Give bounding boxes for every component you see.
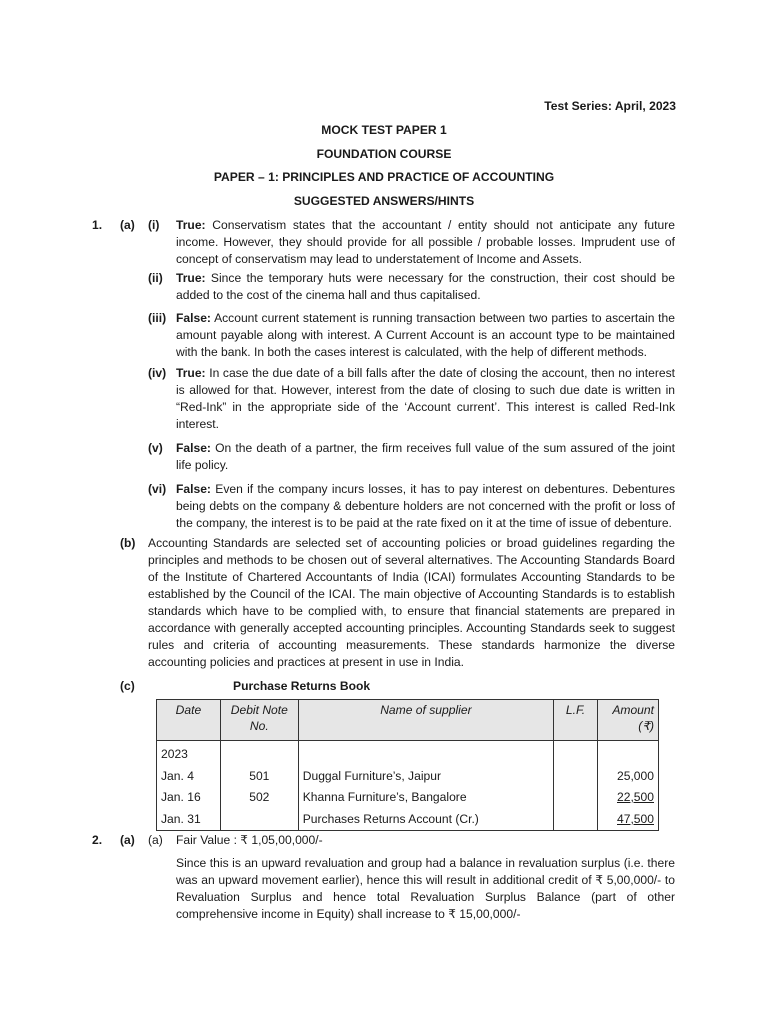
lf-cell: [554, 787, 598, 809]
column-header: Amount (₹): [598, 700, 659, 741]
answer-item: [176, 481, 675, 532]
table-header-row: [157, 700, 659, 741]
lf-cell: [554, 766, 598, 788]
amount-cell-wrap: [598, 809, 659, 831]
note-cell: 502: [220, 787, 298, 809]
column-header: Debit Note No.: [220, 700, 298, 741]
amount-cell: 25,000: [598, 766, 659, 788]
table-row: [157, 766, 659, 788]
item-roman: (ii): [148, 271, 163, 285]
lf-cell: [554, 741, 598, 766]
date-cell: Jan. 31: [157, 809, 221, 831]
item-roman: (vi): [148, 482, 167, 496]
lf-cell: [554, 809, 598, 831]
course-title: FOUNDATION COURSE: [316, 147, 452, 161]
purchase-returns-table: [156, 699, 659, 831]
subject-title: PAPER – 1: PRINCIPLES AND PRACTICE OF ACCOUNTING: [213, 170, 555, 184]
part-label: (b): [120, 536, 136, 550]
answer-text: Even if the company incurs losses, it has to pay interest on debentures. Debentures being debts on the company & debenture holders are not concerned with the profit or loss of the company, the interest is to be paid at the rate fixed on it at the time of issue of debenture.: [176, 482, 675, 530]
table-row: [157, 809, 659, 831]
answer-item: [176, 440, 675, 474]
amount-cell: [598, 741, 659, 766]
answer-item: [176, 270, 675, 304]
table-row: [157, 741, 659, 766]
test-series-label: Test Series: April, 2023: [544, 99, 676, 113]
accounting-standards-text: Accounting Standards are selected set of accounting policies or broad guidelines regarding the principles and methods to be chosen out of several alternatives. The Accounting Standards Board of the Institute of Chartered Accountants of India (ICAI) formulates Accounting Standards to be established by the Council of the ICAI. The main objective of Accounting Standards is to establish standards which have to be complied with, to ensure that financial statements are prepared in accordance with generally accepted accounting principles. Accounting Standards seek to suggest rules and criteria of accounting measurements. These standards harmonize the diverse accounting policies and practices at present in use in India.: [148, 536, 675, 669]
verdict: True:: [176, 218, 206, 232]
fair-value-text: Fair Value : ₹ 1,05,00,000/-: [176, 833, 323, 847]
supplier-cell: Khanna Furniture’s, Bangalore: [298, 787, 553, 809]
supplier-cell: Purchases Returns Account (Cr.): [298, 809, 553, 831]
answers-title: SUGGESTED ANSWERS/HINTS: [293, 194, 475, 208]
answer-item: [176, 310, 675, 361]
part-label: (c): [120, 679, 135, 693]
answer-item: [176, 217, 675, 268]
sub-part-label: (a): [148, 833, 163, 847]
amount-cell-wrap: [598, 787, 659, 809]
note-cell: 501: [220, 766, 298, 788]
note-cell: [220, 809, 298, 831]
verdict: False:: [176, 311, 211, 325]
item-roman: (iii): [148, 311, 167, 325]
answer-text: In case the due date of a bill falls after the date of closing the account, then no interest is allowed for that. However, interest from the date of closing to such due date is written in “Red-Ink” in the appropriate side of the ‘Account current’. This interest is called Red-Ink interest.: [176, 366, 675, 431]
question-number: 2.: [92, 833, 103, 847]
note-cell: [220, 741, 298, 766]
item-roman: (i): [148, 218, 160, 232]
verdict: False:: [176, 482, 211, 496]
table-row: [157, 787, 659, 809]
answer-text: Since the temporary huts were necessary for the construction, their cost should be added to the cost of the cinema hall and thus capitalised.: [176, 271, 675, 302]
date-cell: Jan. 4: [157, 766, 221, 788]
column-header: Date: [157, 700, 221, 741]
table-title: Purchase Returns Book: [233, 679, 371, 693]
column-header: Name of supplier: [298, 700, 553, 741]
part-label: (a): [120, 218, 135, 232]
answer-text: Conservatism states that the accountant / entity should not anticipate any future income. However, they should provide for all possible / probable losses. Imprudent use of concept of conservatism may lead to understatement of Income and Assets.: [176, 218, 675, 266]
date-cell: Jan. 16: [157, 787, 221, 809]
paper-title: MOCK TEST PAPER 1: [321, 123, 447, 137]
amount-cell: 22,500: [617, 790, 654, 804]
supplier-cell: Duggal Furniture’s, Jaipur: [298, 766, 553, 788]
supplier-cell: [298, 741, 553, 766]
verdict: False:: [176, 441, 211, 455]
date-cell: 2023: [157, 741, 221, 766]
item-roman: (v): [148, 441, 163, 455]
question-number: 1.: [92, 218, 103, 232]
answer-text: Account current statement is running transaction between two parties to ascertain the amount payable along with interest. A Current Account is an account type to be maintained with the bank. In both the cases interest is calculated, with the help of different methods.: [176, 311, 675, 359]
answer-item: [176, 365, 675, 433]
part-label: (a): [120, 833, 135, 847]
verdict: True:: [176, 366, 206, 380]
revaluation-text: Since this is an upward revaluation and group had a balance in revaluation surplus (i.e. there was an upward movement earlier), hence this will result in additional credit of ₹ 5,00,000/- to Revaluation Surplus and hence total Revaluation Surplus Balance (part of other comprehensive income in Equity) shall increase to ₹ 15,00,000/-: [176, 856, 675, 921]
verdict: True:: [176, 271, 206, 285]
amount-cell: 47,500: [617, 811, 654, 826]
answer-text: On the death of a partner, the firm receives full value of the sum assured of the joint life policy.: [176, 441, 675, 472]
column-header: L.F.: [554, 700, 598, 741]
item-roman: (iv): [148, 366, 167, 380]
